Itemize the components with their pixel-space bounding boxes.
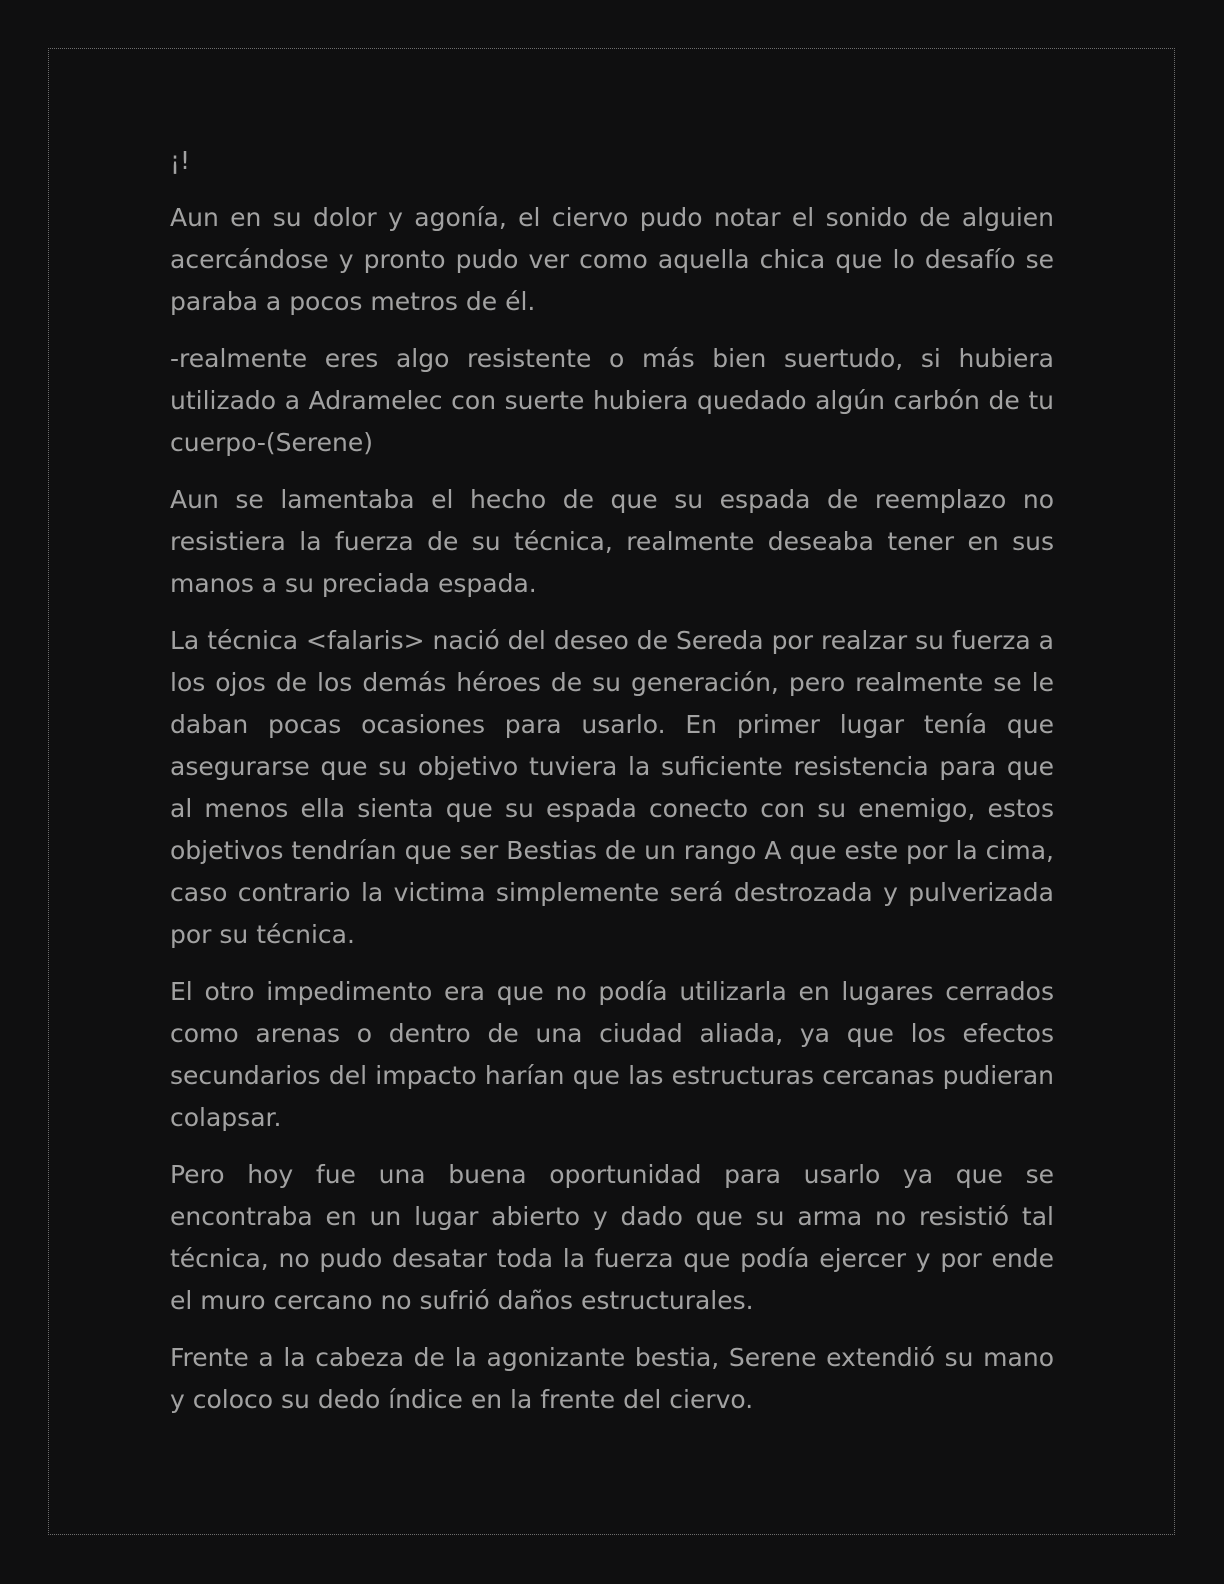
- paragraph: Aun se lamentaba el hecho de que su espada de reemplazo no resistiera la fuerza de su técnica, realmente deseaba tener en sus manos a su preciada espada.: [170, 485, 1054, 598]
- paragraph: -realmente eres algo resistente o más bien suertudo, si hubiera utilizado a Adramelec con suerte hubiera quedado algún carbón de tu cuerpo-(Serene): [170, 344, 1054, 457]
- paragraph: El otro impedimento era que no podía utilizarla en lugares cerrados como arenas o dentro de una ciudad aliada, ya que los efectos secundarios del impacto harían que las estructuras cercanas pudieran colapsar.: [170, 977, 1054, 1132]
- document-body: [170, 140, 1054, 1436]
- paragraph: Pero hoy fue una buena oportunidad para usarlo ya que se encontraba en un lugar abierto y dado que su arma no resistió tal técnica, no pudo desatar toda la fuerza que podía ejercer y por ende el muro cercano no sufrió daños estructurales.: [170, 1160, 1054, 1315]
- paragraph: Aun en su dolor y agonía, el ciervo pudo notar el sonido de alguien acercándose y pronto pudo ver como aquella chica que lo desafío se paraba a pocos metros de él.: [170, 203, 1054, 316]
- paragraph-exclamation: ¡!: [170, 146, 191, 175]
- paragraph: Frente a la cabeza de la agonizante bestia, Serene extendió su mano y coloco su dedo índice en la frente del ciervo.: [170, 1343, 1054, 1414]
- paragraph: La técnica <falaris> nació del deseo de Sereda por realzar su fuerza a los ojos de los demás héroes de su generación, pero realmente se le daban pocas ocasiones para usarlo. En primer lugar tenía que asegurarse que su objetivo tuviera la suficiente resistencia para que al menos ella sienta que su espada conecto con su enemigo, estos objetivos tendrían que ser Bestias de un rango A que este por la cima, caso contrario la victima simplemente será destrozada y pulverizada por su técnica.: [170, 626, 1054, 949]
